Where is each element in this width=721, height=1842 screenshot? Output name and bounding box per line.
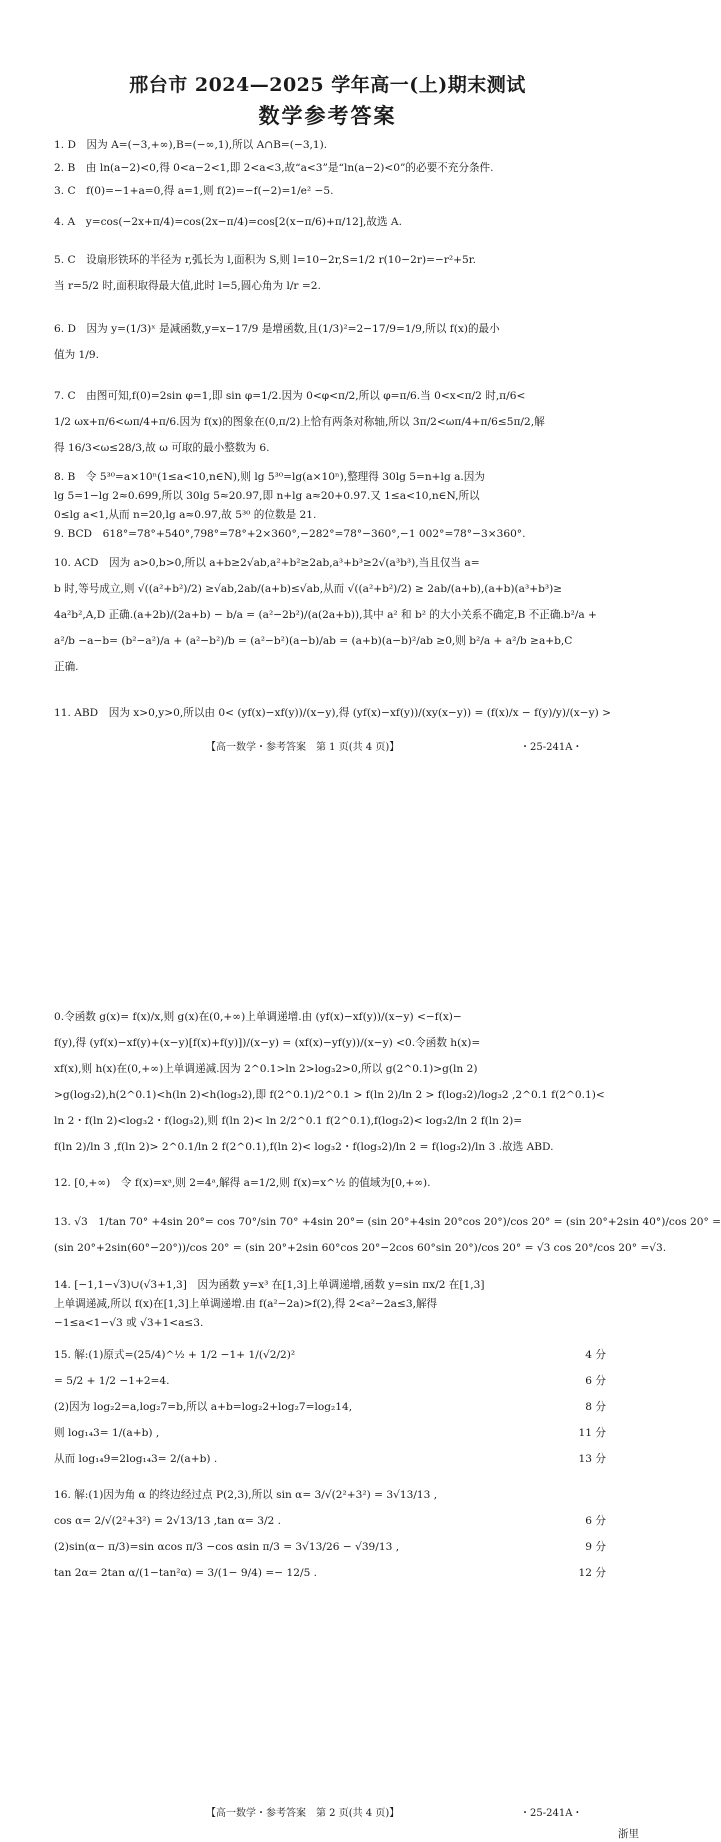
answer-line-text: 则 log₁₄3= 1/(a+b) , (54, 1427, 160, 1439)
answer-line: >g(log₃2),h(2^0.1)<h(ln 2)<h(log₃2),即 f(2^0.1)/2^0.1 > f(ln 2)/ln 2 > f(log₃2)/log₃2 ,2^0.1 f(2^0.1)< (54, 1089, 605, 1101)
answer-item-15 (54, 1342, 606, 1472)
score-label: 9 分 (585, 1541, 606, 1553)
answer-item-11-continued (54, 1004, 606, 1160)
answer-line: a²/b −a−b= (b²−a²)/a + (a²−b²)/b = (a²−b²)(a−b)/ab = (a+b)(a−b)²/ab ≥0,则 b²/a + a²/b ≥a+b,C (54, 635, 573, 647)
answer-line-text: 从而 log₁₄9=2log₁₄3= 2/(a+b) . (54, 1453, 218, 1465)
answer-line: 得 16/3<ω≤28/3,故 ω 可取的最小整数为 6. (54, 442, 270, 454)
answer-line: 10. ACD 因为 a>0,b>0,所以 a+b≥2√ab,a²+b²≥2ab,a³+b³≥2√(a³b³),当且仅当 a= (54, 557, 480, 569)
score-label: 4 分 (585, 1349, 606, 1361)
page-footer-right: ・25-241A・ (520, 1808, 583, 1819)
answer-item-10 (54, 550, 606, 680)
corner-watermark-text: 浙里 (618, 1828, 639, 1840)
answer-item-13 (54, 1209, 721, 1261)
answer-line-text: (2)sin(α− π/3)=sin αcos π/3 −cos αsin π/3 = 3√13/26 − √39/13 , (54, 1541, 400, 1553)
answer-item-5 (54, 247, 606, 299)
answer-line: b 时,等号成立,则 √((a²+b²)/2) ≥√ab,2ab/(a+b)≤√ab,从而 √((a²+b²)/2) ≥ 2ab/(a+b),(a+b)(a³+b³)≥ (54, 583, 563, 595)
score-label: 8 分 (585, 1401, 606, 1413)
answer-line: (sin 20°+2sin(60°−20°))/cos 20° = (sin 20°+2sin 60°cos 20°−2cos 60°sin 20°)/cos 20° = √3 cos 20°/cos 20° =√3. (54, 1242, 667, 1254)
answer-line: 3. C f(0)=−1+a=0,得 a=1,则 f(2)=−f(−2)=1/e² −5. (54, 185, 334, 197)
answer-line (54, 1508, 606, 1534)
page-footer-right: ・25-241A・ (520, 742, 583, 753)
answer-line: lg 5=1−lg 2≈0.699,所以 30lg 5≈20.97,即 n+lg a≈20+0.97.又 1≤a<10,n∈N,所以 (54, 490, 480, 502)
answer-line: 6. D 因为 y=(1/3)ˣ 是减函数,y=x−17/9 是增函数,且(1/3)²=2−17/9=1/9,所以 f(x)的最小 (54, 323, 500, 335)
answer-line: 13. √3 1/tan 70° +4sin 20°= cos 70°/sin 70° +4sin 20°= (sin 20°+4sin 20°cos 20°)/cos 20° = (sin 20°+2sin 40°)/cos 20° = (54, 1216, 721, 1228)
answer-line: 正确. (54, 661, 79, 673)
answer-line: 4a²b²,A,D 正确.(a+2b)/(2a+b) − b/a = (a²−2b²)/(a(2a+b)),其中 a² 和 b² 的大小关系不确定,B 不正确.b²/a + (54, 609, 597, 621)
document-subtitle: 数学参考答案 (258, 103, 397, 128)
answer-line: 7. C 由图可知,f(0)=2sin φ=1,即 sin φ=1/2.因为 0<φ<π/2,所以 φ=π/6.当 0<x<π/2 时,π/6< (54, 390, 526, 402)
answer-line (54, 1534, 606, 1560)
answer-line: 0≤lg a<1,从而 n=20,lg a≈0.97,故 5³⁰ 的位数是 21. (54, 509, 317, 521)
answer-line: 5. C 设扇形铁环的半径为 r,弧长为 l,面积为 S,则 l=10−2r,S=1/2 r(10−2r)=−r²+5r. (54, 254, 477, 266)
score-label: 11 分 (578, 1427, 606, 1439)
score-label: 6 分 (585, 1375, 606, 1387)
answer-line-text: tan 2α= 2tan α/(1−tan²α) = 3/(1− 9/4) =− 12/5 . (54, 1567, 318, 1579)
answer-line: f(y),得 (yf(x)−xf(y)+(x−y)[f(x)+f(y)])/(x−y) = (xf(x)−yf(y))/(x−y) <0.令函数 h(x)= (54, 1037, 481, 1049)
answer-line (54, 1446, 606, 1472)
answer-line: 11. ABD 因为 x>0,y>0,所以由 0< (yf(x)−xf(y))/(x−y),得 (yf(x)−xf(y))/(xy(x−y)) = (f(x)/x − f(y)/y)/(x−y) > (54, 707, 611, 719)
answer-line: −1≤a<1−√3 或 √3+1<a≤3. (54, 1317, 204, 1329)
answer-item-7 (54, 383, 606, 461)
page-footer-left: 【高一数学・参考答案 第 2 页(共 4 页)】 (206, 1808, 400, 1819)
page-gap (0, 900, 655, 1004)
answer-line (54, 1368, 606, 1394)
answer-line: 4. A y=cos(−2x+π/4)=cos(2x−π/4)=cos[2(x−π/6)+π/12],故选 A. (54, 216, 402, 228)
answer-line: 上单调递减,所以 f(x)在[1,3]上单调递增.由 f(a²−2a)>f(2),得 2<a²−2a≤3,解得 (54, 1298, 438, 1310)
answer-line (54, 1560, 606, 1586)
answer-line: 14. [−1,1−√3)∪(√3+1,3] 因为函数 y=x³ 在[1,3]上单调递增,函数 y=sin πx/2 在[1,3] (54, 1279, 485, 1291)
score-label: 13 分 (578, 1453, 606, 1465)
answer-item-1 (54, 138, 606, 153)
answer-line: ln 2・f(ln 2)<log₃2・f(log₃2),则 f(ln 2)< ln 2/2^0.1 f(2^0.1),f(log₃2)< log₃2/ln 2 f(ln 2)= (54, 1115, 523, 1127)
answer-line: 0.令函数 g(x)= f(x)/x,则 g(x)在(0,+∞)上单调递增.由 (yf(x)−xf(y))/(x−y) <−f(x)− (54, 1011, 462, 1023)
answer-item-16 (54, 1482, 606, 1586)
answer-item-3 (54, 184, 606, 199)
answer-line-text: 16. 解:(1)因为角 α 的终边经过点 P(2,3),所以 sin α= 3/√(2²+3²) = 3√13/13 , (54, 1489, 438, 1501)
score-label: 12 分 (578, 1567, 606, 1579)
answer-line: xf(x),则 h(x)在(0,+∞)上单调递减.因为 2^0.1>ln 2>log₃2>0,所以 g(2^0.1)>g(ln 2) (54, 1063, 478, 1075)
answer-line: 值为 1/9. (54, 349, 99, 361)
answer-line: 2. B 由 ln(a−2)<0,得 0<a−2<1,即 2<a<3,故“a<3”是“ln(a−2)<0”的必要不充分条件. (54, 162, 494, 174)
answer-line-text: cos α= 2/√(2²+3²) = 2√13/13 ,tan α= 3/2 . (54, 1515, 282, 1527)
answer-line-text: = 5/2 + 1/2 −1+2=4. (54, 1375, 170, 1387)
score-label: 6 分 (585, 1515, 606, 1527)
answer-item-9 (54, 527, 606, 542)
page-footer-left: 【高一数学・参考答案 第 1 页(共 4 页)】 (206, 742, 400, 753)
document-title: 邢台市 2024—2025 学年高一(上)期末测试 (129, 74, 526, 96)
answer-line: 1/2 ωx+π/6<ωπ/4+π/6.因为 f(x)的图象在(0,π/2)上恰有两条对称轴,所以 3π/2<ωπ/4+π/6≤5π/2,解 (54, 416, 545, 428)
answer-item-8 (54, 468, 606, 525)
answer-page-1 (0, 0, 655, 900)
answer-item-12 (54, 1174, 606, 1193)
answer-line (54, 1394, 606, 1420)
answer-page-2 (0, 1004, 721, 1842)
answer-line (54, 1420, 606, 1446)
answer-line: 8. B 令 5³⁰=a×10ⁿ(1≤a<10,n∈N),则 lg 5³⁰=lg(a×10ⁿ),整理得 30lg 5=n+lg a.因为 (54, 471, 485, 483)
answer-line: 1. D 因为 A=(−3,+∞),B=(−∞,1),所以 A∩B=(−3,1). (54, 139, 328, 151)
answer-line: 当 r=5/2 时,面积取得最大值,此时 l=5,圆心角为 l/r =2. (54, 280, 321, 292)
answer-item-11 (54, 700, 611, 726)
answer-line: f(ln 2)/ln 3 ,f(ln 2)> 2^0.1/ln 2 f(2^0.1),f(ln 2)< log₃2・f(log₃2)/ln 2 = f(log₃2)/ln 3 .故选 ABD. (54, 1141, 554, 1153)
answer-line (54, 1342, 606, 1368)
answer-item-4 (54, 215, 606, 230)
answer-item-14 (54, 1276, 606, 1333)
answer-line: 12. [0,+∞) 令 f(x)=xᵃ,则 2=4ᵃ,解得 a=1/2,则 f(x)=x^½ 的值域为[0,+∞). (54, 1177, 431, 1189)
answer-line-text: 15. 解:(1)原式=(25/4)^½ + 1/2 −1+ 1/(√2/2)² (54, 1349, 296, 1361)
answer-line: 9. BCD 618°=78°+540°,798°=78°+2×360°,−282°=78°−360°,−1 002°=78°−3×360°. (54, 528, 526, 540)
answer-line (54, 1482, 606, 1508)
answer-item-6 (54, 316, 606, 368)
answer-item-2 (54, 161, 606, 176)
answer-line-text: (2)因为 log₂2=a,log₂7=b,所以 a+b=log₂2+log₂7=log₂14, (54, 1401, 353, 1413)
